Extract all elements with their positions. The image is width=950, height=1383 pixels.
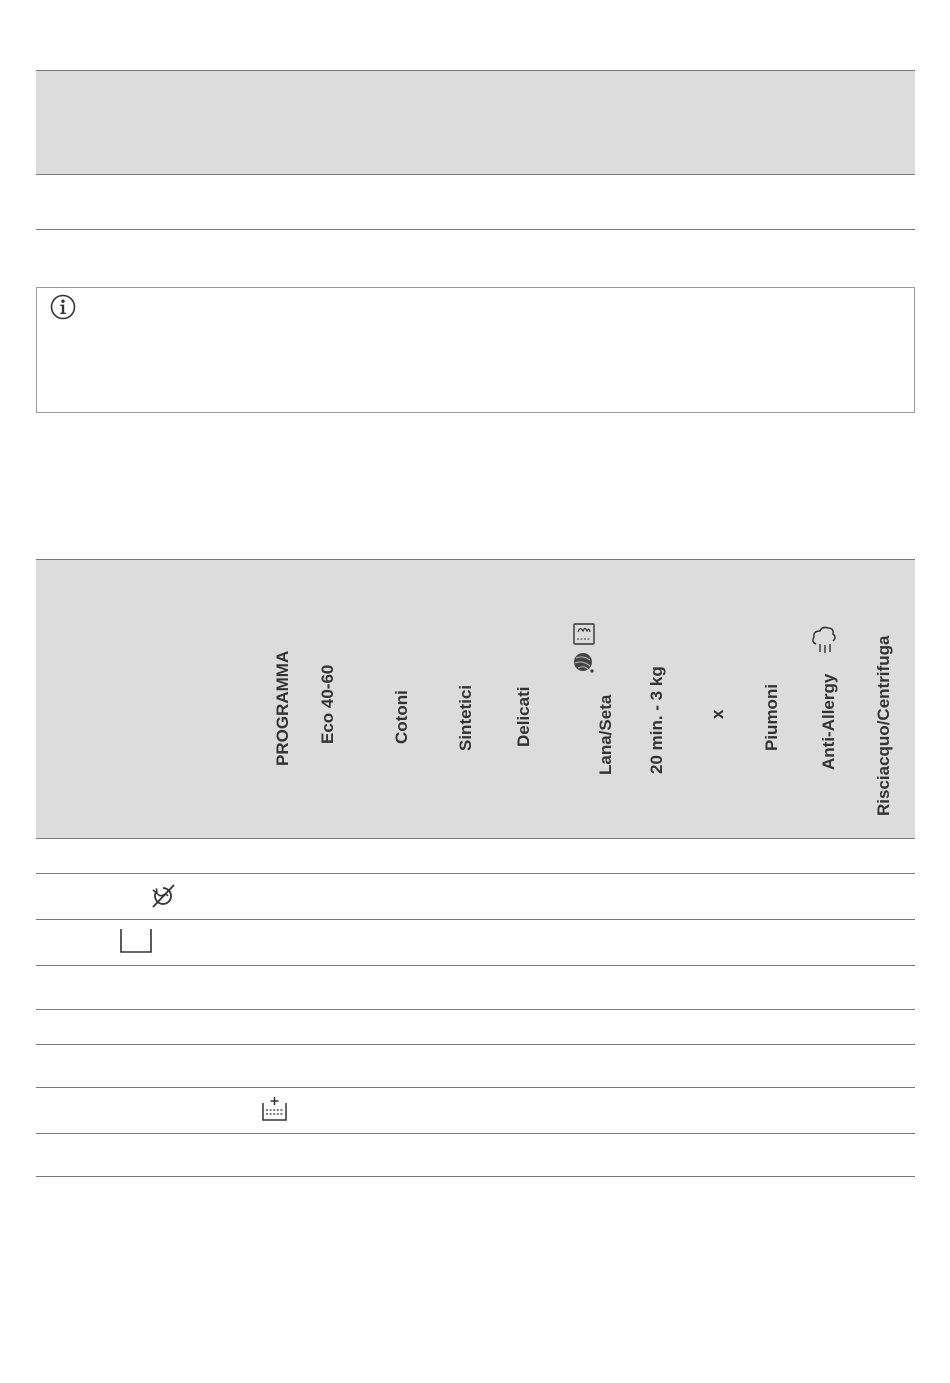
top-table-header [36,71,915,174]
column-header-x: x [708,709,727,719]
column-header-sintetici: Sintetici [456,684,475,751]
column-header-lana-seta: Lana/Seta [579,670,633,775]
column-header-risciacquo-centrifuga: Risciacquo/Centrifuga [874,635,893,816]
top-table-rule [36,174,915,175]
program-table-rule [36,1133,915,1134]
program-table-rule [36,1087,915,1088]
column-header-piumoni: Piumoni [762,683,781,751]
column-header-anti-allergy: Anti-Allergy [819,673,838,770]
top-table-rule [36,229,915,230]
extra-rinse-icon [261,1095,289,1123]
column-header-cotoni: Cotoni [392,690,411,744]
info-icon [50,294,76,320]
program-table-rule [36,919,915,920]
wool-hand-wash-icon [595,654,617,708]
no-spin-icon [149,882,177,910]
info-note-box [36,287,915,413]
column-header-programma: PROGRAMMA [273,650,292,766]
steam-icon [810,624,840,656]
program-table-rule [36,965,915,966]
program-table-rule [36,873,915,874]
rinse-hold-icon [119,927,153,955]
program-table-rule [36,1044,915,1045]
program-table-rule [36,838,915,839]
column-header-20-min-3-kg: 20 min. - 3 kg [647,666,666,774]
column-header-delicati: Delicati [514,686,533,747]
program-table-rule [36,1009,915,1010]
program-table-rule [36,1176,915,1177]
wool-hand-wash-icon [570,622,598,676]
column-header-eco-40-60: Eco 40-60 [318,664,337,744]
